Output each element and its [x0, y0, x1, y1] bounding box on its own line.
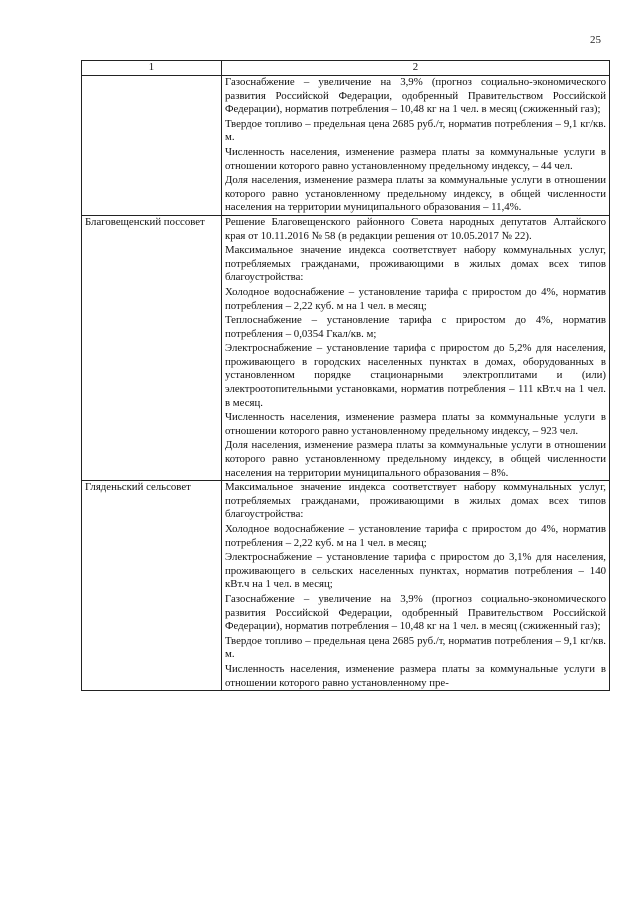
- table-row: [82, 481, 610, 691]
- paragraph: Газоснабжение – увеличение на 3,9% (прогноз социально-экономического развития Российской Федерации, одобренный Правительством Российской Федерации), норматив потребления – 10,48 кг на 1 чел. в месяц (сжиженный газ);: [225, 76, 606, 116]
- paragraph: Холодное водоснабжение – установление тарифа с приростом до 4%, норматив потребления – 2,22 куб. м на 1 чел. в месяц;: [225, 285, 606, 312]
- municipality-name: Благовещенский поссовет: [85, 215, 205, 228]
- column-header-1: 1: [82, 61, 222, 76]
- municipality-name: Гляденьский сельсовет: [85, 481, 191, 494]
- details-cell: [222, 215, 610, 480]
- municipality-cell: [82, 76, 222, 216]
- paragraph: Численность населения, изменение размера платы за коммунальные услуги в отношении которого равно установленному пре-: [225, 662, 606, 689]
- municipality-cell: [82, 215, 222, 480]
- paragraph: Газоснабжение – увеличение на 3,9% (прогноз социально-экономического развития Российской Федерации, одобренный Правительством Российской Федерации), норматив потребления – 10,48 кг на 1 чел. в месяц (сжиженный газ);: [225, 592, 606, 633]
- paragraph: Численность населения, изменение размера платы за коммунальные услуги в отношении которого равно установленному предельному индексу, – 923 чел.: [225, 411, 606, 437]
- paragraph: Теплоснабжение – установление тарифа с приростом до 4%, норматив потребления – 0,0354 Гкал/кв. м;: [225, 314, 606, 340]
- paragraph: Электроснабжение – установление тарифа с приростом до 3,1% для населения, проживающего в сельских населенных пунктах, норматив потребления – 140 кВт.ч на 1 чел. в месяц;: [225, 551, 606, 591]
- page-number: 25: [590, 34, 601, 46]
- paragraph: Холодное водоснабжение – установление тарифа с приростом до 4%, норматив потребления – 2,22 куб. м на 1 чел. в месяц;: [225, 523, 606, 549]
- indices-table: [81, 60, 610, 691]
- paragraph: Твердое топливо – предельная цена 2685 руб./т, норматив потребления – 9,1 кг/кв. м.: [225, 117, 606, 144]
- details-cell: [222, 481, 610, 691]
- paragraph: Максимальное значение индекса соответствует набору коммунальных услуг, потребляемых гражданами, проживающими в жилых домах всех типов благоустройства:: [225, 481, 606, 521]
- paragraph: Численность населения, изменение размера платы за коммунальные услуги в отношении которого равно установленному предельному индексу, – 44 чел.: [225, 145, 606, 172]
- paragraph: Максимальное значение индекса соответствует набору коммунальных услуг, потребляемых гражданами, проживающими в жилых домах всех типов благоустройства:: [225, 244, 606, 284]
- paragraph: Твердое топливо – предельная цена 2685 руб./т, норматив потребления – 9,1 кг/кв. м.: [225, 634, 606, 661]
- column-header-2: 2: [222, 61, 610, 76]
- details-cell: [222, 76, 610, 216]
- paragraph: Доля населения, изменение размера платы за коммунальные услуги в отношении которого равно установленному предельному индексу, в общей численности населения на территории муниципального образования – 11,4%.: [225, 174, 606, 214]
- paragraph: Электроснабжение – установление тарифа с приростом до 5,2% для населения, проживающего в городских населенных пунктах в домах, оборудованных в установленном порядке стационарными электроплитами и (или) электроотопительными установками, норматив потребления – 111 кВт.ч на 1 чел. в месяц.: [225, 342, 606, 409]
- municipality-cell: [82, 481, 222, 691]
- table-row: [82, 215, 610, 480]
- table-row: [82, 76, 610, 216]
- paragraph: Доля населения, изменение размера платы за коммунальные услуги в отношении которого равно установленному предельному индексу, в общей численности населения на территории муниципального образования – 8%.: [225, 439, 606, 479]
- table-header-row: [82, 61, 610, 76]
- paragraph: Решение Благовещенского районного Совета народных депутатов Алтайского края от 10.11.2016 № 58 (в редакции решения от 10.05.2017 № 22).: [225, 215, 606, 242]
